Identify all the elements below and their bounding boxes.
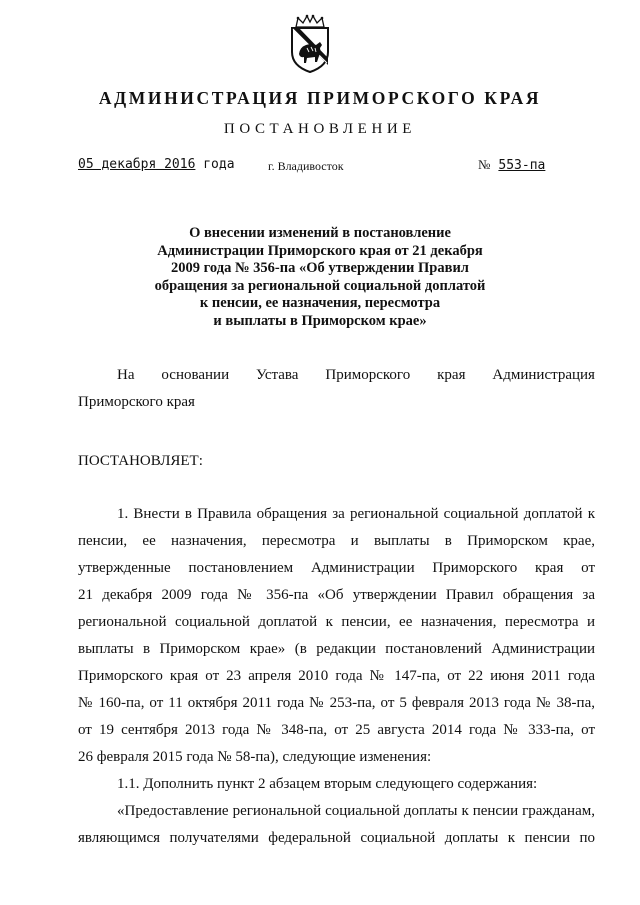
body-line: Приморского края от 23 апреля 2010 года № 147-па, от 22 июня 2011 года bbox=[78, 668, 595, 684]
number-sign: № bbox=[478, 157, 491, 172]
document-date-suffix: года bbox=[195, 157, 235, 172]
body-line: 1.1. Дополнить пункт 2 абзацем вторым следующего содержания: bbox=[117, 776, 538, 792]
body-line: пенсии, ее назначения, пересмотра и выплаты в Приморском крае, bbox=[78, 533, 595, 549]
basis-word: края bbox=[437, 367, 466, 383]
body-line: 26 февраля 2015 года № 58-па), следующие изменения: bbox=[78, 749, 432, 765]
subject-line: О внесении изменений в постановление bbox=[189, 225, 451, 241]
subject-line: обращения за региональной социальной доплатой bbox=[154, 277, 486, 294]
basis-paragraph-line: Приморского края bbox=[78, 394, 195, 410]
basis-word: Администрация bbox=[492, 367, 595, 383]
body-line: от 19 сентября 2013 года № 348-па, от 25 августа 2014 года № 333-па, от bbox=[78, 722, 595, 738]
document-date bbox=[78, 157, 235, 172]
subject-line: и выплаты в Приморском крае» bbox=[213, 312, 427, 329]
body-line: утвержденные постановлением Администрации Приморского края от bbox=[78, 560, 595, 576]
document-number bbox=[478, 157, 553, 173]
document-number-value: 553-па bbox=[498, 158, 546, 173]
coat-of-arms-emblem bbox=[287, 14, 333, 74]
body-line: 1. Внести в Правила обращения за региональной социальной доплатой к bbox=[117, 506, 595, 522]
resolves-heading: ПОСТАНОВЛЯЕТ: bbox=[78, 453, 203, 469]
body-line: региональной социальной доплатой к пенсии, ее назначения, пересмотра и bbox=[78, 614, 595, 630]
body-line: «Предоставление региональной социальной доплаты к пенсии гражданам, bbox=[117, 803, 595, 819]
basis-word: Приморского bbox=[325, 367, 411, 383]
document-date-value: 05 декабря 2016 bbox=[78, 157, 196, 172]
basis-paragraph-line bbox=[117, 367, 595, 384]
basis-word: основании bbox=[161, 367, 230, 383]
body-line: выплаты в Приморском крае» (в редакции постановлений Администрации bbox=[78, 641, 595, 657]
subject-line: 2009 года № 356-па «Об утверждении Правил bbox=[171, 260, 469, 277]
document-subject bbox=[120, 225, 520, 331]
organization-title: АДМИНИСТРАЦИЯ ПРИМОРСКОГО КРАЯ bbox=[98, 88, 542, 108]
document-city: г. Владивосток bbox=[268, 159, 344, 173]
basis-word: На bbox=[117, 367, 135, 383]
body-line: 21 декабря 2009 года № 356-па «Об утверждении Правил обращения за bbox=[78, 587, 595, 603]
body-line: являющимся получателями федеральной социальной доплаты к пенсии по bbox=[78, 830, 595, 846]
document-type-title: ПОСТАНОВЛЕНИЕ bbox=[223, 121, 417, 137]
subject-line: к пенсии, ее назначения, пересмотра bbox=[199, 295, 441, 312]
basis-word: Устава bbox=[256, 367, 299, 383]
body-line: № 160-па, от 11 октября 2011 года № 253-па, от 5 февраля 2013 года № 38-па, bbox=[78, 695, 595, 711]
subject-line: Администрации Приморского края от 21 декабря bbox=[157, 242, 483, 259]
